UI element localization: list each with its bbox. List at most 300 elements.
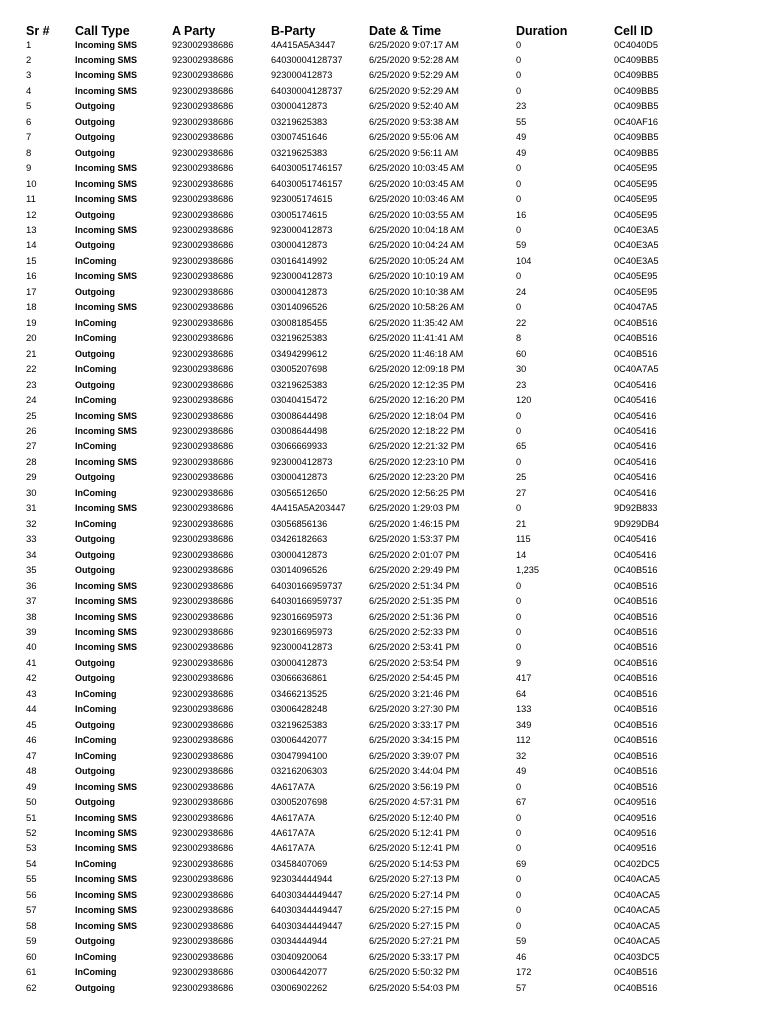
cell-id-cell: 0C405416 xyxy=(614,534,657,545)
b-party-cell: 03005174615 xyxy=(271,209,328,220)
table-row xyxy=(0,378,768,393)
date-time-cell: 6/25/2020 12:12:35 PM xyxy=(369,379,465,390)
a-party-cell: 923002938686 xyxy=(172,194,234,205)
table-row xyxy=(0,409,768,424)
duration-cell: 59 xyxy=(516,936,527,947)
call-type-cell: InComing xyxy=(75,255,117,266)
duration-cell: 49 xyxy=(516,147,527,158)
date-time-cell: 6/25/2020 2:01:07 PM xyxy=(369,549,460,560)
table-row xyxy=(0,811,768,826)
cell-id-cell: 0C40E3A5 xyxy=(614,225,659,236)
call-type-cell: Incoming SMS xyxy=(75,874,138,885)
b-party-cell: 03006902262 xyxy=(271,982,328,993)
sr-cell: 48 xyxy=(26,766,37,778)
duration-cell: 16 xyxy=(516,209,527,220)
b-party-cell: 923000412873 xyxy=(271,271,333,282)
sr-cell: 7 xyxy=(26,132,32,144)
call-type-cell: Incoming SMS xyxy=(75,905,138,916)
sr-cell: 23 xyxy=(26,379,37,391)
duration-cell: 0 xyxy=(516,812,522,823)
date-time-cell: 6/25/2020 1:46:15 PM xyxy=(369,518,460,529)
call-type-cell: Incoming SMS xyxy=(75,781,138,792)
a-party-cell: 923002938686 xyxy=(172,580,234,591)
b-party-cell: 923034444944 xyxy=(271,874,333,885)
table-row xyxy=(0,965,768,980)
b-party-cell: 03000412873 xyxy=(271,472,328,483)
cell-id-cell: 0C409BB5 xyxy=(614,70,659,81)
cell-id-cell: 0C405416 xyxy=(614,456,657,467)
date-time-cell: 6/25/2020 2:51:34 PM xyxy=(369,580,460,591)
sr-cell: 31 xyxy=(26,503,37,515)
sr-cell: 27 xyxy=(26,441,37,453)
b-party-cell: 03008644498 xyxy=(271,426,328,436)
call-type-cell: Outgoing xyxy=(75,472,115,483)
cell-id-cell: 0C40ACA5 xyxy=(614,905,660,916)
date-time-cell: 6/25/2020 10:03:55 AM xyxy=(369,209,465,220)
table-row xyxy=(0,38,768,53)
a-party-cell: 923002938686 xyxy=(172,317,234,328)
call-type-cell: InComing xyxy=(75,333,117,344)
a-party-cell: 923002938686 xyxy=(172,812,234,823)
duration-cell: 0 xyxy=(516,194,522,205)
call-type-cell: Incoming SMS xyxy=(75,426,138,436)
cell-id-cell: 0C409516 xyxy=(614,843,657,854)
date-time-cell: 6/25/2020 9:52:28 AM xyxy=(369,54,459,65)
cell-id-cell: 0C40B516 xyxy=(614,611,658,622)
sr-cell: 26 xyxy=(26,426,37,437)
a-party-cell: 923002938686 xyxy=(172,348,234,359)
call-type-cell: InComing xyxy=(75,364,117,375)
date-time-cell: 6/25/2020 10:10:38 AM xyxy=(369,286,465,297)
a-party-cell: 923002938686 xyxy=(172,379,234,390)
b-party-cell: 923005174615 xyxy=(271,194,333,205)
call-type-cell: Outgoing xyxy=(75,673,115,684)
a-party-cell: 923002938686 xyxy=(172,673,234,684)
date-time-cell: 6/25/2020 2:51:35 PM xyxy=(369,596,460,607)
cell-id-cell: 0C40B516 xyxy=(614,750,658,761)
a-party-cell: 923002938686 xyxy=(172,302,234,313)
a-party-cell: 923002938686 xyxy=(172,534,234,545)
duration-cell: 0 xyxy=(516,70,522,81)
a-party-cell: 923002938686 xyxy=(172,209,234,220)
call-type-cell: Outgoing xyxy=(75,719,115,730)
call-type-cell: Incoming SMS xyxy=(75,39,138,50)
cell-id-cell: 0C405E95 xyxy=(614,178,658,189)
table-row xyxy=(0,579,768,594)
date-time-cell: 6/25/2020 9:07:17 AM xyxy=(369,39,459,50)
table-row xyxy=(0,548,768,563)
b-party-cell: 4A415A5A3447 xyxy=(271,39,336,50)
sr-cell: 47 xyxy=(26,750,37,762)
sr-cell: 55 xyxy=(26,874,37,886)
sr-cell: 45 xyxy=(26,719,37,731)
table-row xyxy=(0,532,768,547)
table-row xyxy=(0,146,768,161)
b-party-cell: 03005207698 xyxy=(271,797,328,808)
cell-id-cell: 0C405E95 xyxy=(614,194,658,205)
b-party-cell: 923016695973 xyxy=(271,626,333,637)
table-row xyxy=(0,594,768,609)
sr-cell: 56 xyxy=(26,889,37,901)
table-row xyxy=(0,749,768,764)
table-row xyxy=(0,718,768,733)
sr-cell: 36 xyxy=(26,580,37,592)
a-party-cell: 923002938686 xyxy=(172,843,234,854)
call-type-cell: Outgoing xyxy=(75,147,115,158)
sr-cell: 4 xyxy=(26,85,32,97)
cell-id-cell: 0C402DC5 xyxy=(614,858,660,869)
sr-cell: 14 xyxy=(26,240,37,252)
a-party-cell: 923002938686 xyxy=(172,920,234,931)
b-party-cell: 64030051746157 xyxy=(271,163,343,174)
cell-id-cell: 0C405416 xyxy=(614,487,657,498)
b-party-cell: 03000412873 xyxy=(271,286,328,297)
sr-cell: 61 xyxy=(26,967,37,979)
table-row xyxy=(0,254,768,269)
b-party-cell: 03000412873 xyxy=(271,657,328,668)
duration-cell: 0 xyxy=(516,626,522,637)
call-type-cell: Incoming SMS xyxy=(75,54,138,65)
table-row xyxy=(0,238,768,253)
sr-cell: 1 xyxy=(26,39,32,51)
a-party-cell: 923002938686 xyxy=(172,936,234,947)
duration-cell: 0 xyxy=(516,920,522,931)
duration-cell: 64 xyxy=(516,688,527,699)
table-row xyxy=(0,393,768,408)
duration-cell: 0 xyxy=(516,905,522,916)
duration-cell: 133 xyxy=(516,704,532,715)
table-row xyxy=(0,656,768,671)
a-party-cell: 923002938686 xyxy=(172,549,234,560)
date-time-cell: 6/25/2020 3:56:19 PM xyxy=(369,781,460,792)
date-time-cell: 6/25/2020 5:12:40 PM xyxy=(369,812,460,823)
duration-cell: 0 xyxy=(516,54,522,65)
date-time-cell: 6/25/2020 12:23:20 PM xyxy=(369,472,465,483)
sr-cell: 24 xyxy=(26,395,37,407)
b-party-cell: 03219625383 xyxy=(271,116,328,127)
b-party-cell: 03466213525 xyxy=(271,688,328,699)
date-time-cell: 6/25/2020 5:12:41 PM xyxy=(369,827,460,838)
a-party-cell: 923002938686 xyxy=(172,101,234,112)
call-type-cell: InComing xyxy=(75,518,117,529)
a-party-cell: 923002938686 xyxy=(172,39,234,50)
sr-cell: 18 xyxy=(26,302,37,314)
sr-cell: 34 xyxy=(26,549,37,561)
sr-cell: 46 xyxy=(26,735,37,747)
a-party-cell: 923002938686 xyxy=(172,163,234,174)
a-party-cell: 923002938686 xyxy=(172,657,234,668)
a-party-cell: 923002938686 xyxy=(172,333,234,344)
b-party-cell: 923016695973 xyxy=(271,611,333,622)
duration-cell: 0 xyxy=(516,271,522,282)
b-party-cell: 4A617A7A xyxy=(271,827,315,838)
b-party-cell: 03007451646 xyxy=(271,132,328,143)
call-type-cell: Outgoing xyxy=(75,132,115,143)
date-time-cell: 6/25/2020 12:56:25 PM xyxy=(369,487,465,498)
cell-id-cell: 0C405416 xyxy=(614,379,657,390)
call-type-cell: InComing xyxy=(75,951,117,962)
duration-cell: 55 xyxy=(516,116,527,127)
cell-id-cell: 9D929DB4 xyxy=(614,518,659,529)
b-party-cell: 03006442077 xyxy=(271,735,328,746)
a-party-cell: 923002938686 xyxy=(172,410,234,421)
call-type-cell: InComing xyxy=(75,967,117,978)
sr-cell: 52 xyxy=(26,827,37,839)
duration-cell: 60 xyxy=(516,348,527,359)
a-party-cell: 923002938686 xyxy=(172,240,234,251)
table-row xyxy=(0,517,768,532)
a-party-cell: 923002938686 xyxy=(172,395,234,406)
date-time-cell: 6/25/2020 3:39:07 PM xyxy=(369,750,460,761)
sr-cell: 43 xyxy=(26,688,37,700)
cell-id-cell: 9D92B833 xyxy=(614,503,658,514)
sr-cell: 35 xyxy=(26,565,37,577)
call-type-cell: InComing xyxy=(75,858,117,869)
cell-id-cell: 0C40B516 xyxy=(614,317,658,328)
duration-cell: 59 xyxy=(516,240,527,251)
b-party-cell: 03040920064 xyxy=(271,951,328,962)
call-type-cell: Incoming SMS xyxy=(75,70,138,81)
sr-cell: 13 xyxy=(26,225,37,237)
table-row xyxy=(0,610,768,625)
date-time-cell: 6/25/2020 11:41:41 AM xyxy=(369,333,464,344)
duration-cell: 0 xyxy=(516,225,522,236)
cell-id-cell: 0C405416 xyxy=(614,472,657,483)
duration-cell: 104 xyxy=(516,255,532,266)
a-party-cell: 923002938686 xyxy=(172,456,234,467)
cell-id-cell: 0C40B516 xyxy=(614,982,658,993)
cell-id-cell: 0C40A7A5 xyxy=(614,364,659,375)
cell-id-cell: 0C40ACA5 xyxy=(614,920,660,931)
duration-cell: 0 xyxy=(516,642,522,653)
b-party-cell: 923000412873 xyxy=(271,225,333,236)
cell-id-cell: 0C405416 xyxy=(614,410,657,421)
table-row xyxy=(0,640,768,655)
b-party-cell: 03005207698 xyxy=(271,364,328,375)
cell-id-cell: 0C409BB5 xyxy=(614,101,659,112)
a-party-cell: 923002938686 xyxy=(172,286,234,297)
sr-cell: 32 xyxy=(26,518,37,530)
cell-id-cell: 0C40B516 xyxy=(614,735,658,746)
cell-id-cell: 0C40B516 xyxy=(614,781,658,792)
duration-cell: 67 xyxy=(516,797,527,808)
duration-cell: 30 xyxy=(516,364,527,375)
sr-cell: 22 xyxy=(26,364,37,376)
date-time-cell: 6/25/2020 5:14:53 PM xyxy=(369,858,460,869)
duration-cell: 0 xyxy=(516,39,522,50)
cell-id-cell: 0C405E95 xyxy=(614,209,658,220)
table-row xyxy=(0,68,768,83)
duration-cell: 0 xyxy=(516,302,522,313)
call-type-cell: Incoming SMS xyxy=(75,642,138,653)
a-party-cell: 923002938686 xyxy=(172,797,234,808)
call-type-cell: Outgoing xyxy=(75,286,115,297)
date-time-cell: 6/25/2020 2:29:49 PM xyxy=(369,565,460,576)
table-row xyxy=(0,177,768,192)
duration-cell: 0 xyxy=(516,85,522,96)
cell-id-cell: 0C40B516 xyxy=(614,348,658,359)
date-time-cell: 6/25/2020 10:03:45 AM xyxy=(369,163,465,174)
sr-cell: 30 xyxy=(26,487,37,499)
sr-cell: 10 xyxy=(26,178,37,190)
call-type-cell: Incoming SMS xyxy=(75,580,138,591)
duration-cell: 0 xyxy=(516,843,522,854)
date-time-cell: 6/25/2020 11:35:42 AM xyxy=(369,317,464,328)
duration-cell: 65 xyxy=(516,441,527,452)
table-row xyxy=(0,285,768,300)
b-party-cell: 64030344449447 xyxy=(271,905,343,916)
date-time-cell: 6/25/2020 10:10:19 AM xyxy=(369,271,465,282)
call-type-cell: Incoming SMS xyxy=(75,596,138,607)
duration-cell: 0 xyxy=(516,410,522,421)
duration-cell: 69 xyxy=(516,858,527,869)
a-party-cell: 923002938686 xyxy=(172,858,234,869)
date-time-cell: 6/25/2020 10:03:45 AM xyxy=(369,178,465,189)
table-row xyxy=(0,872,768,887)
cell-id-cell: 0C409516 xyxy=(614,797,657,808)
date-time-cell: 6/25/2020 9:52:40 AM xyxy=(369,101,459,112)
cell-id-cell: 0C40E3A5 xyxy=(614,240,659,251)
table-row xyxy=(0,269,768,284)
a-party-cell: 923002938686 xyxy=(172,874,234,885)
a-party-cell: 923002938686 xyxy=(172,271,234,282)
date-time-cell: 6/25/2020 5:12:41 PM xyxy=(369,843,460,854)
a-party-cell: 923002938686 xyxy=(172,147,234,158)
call-type-cell: InComing xyxy=(75,735,117,746)
table-row xyxy=(0,300,768,315)
header-duration: Duration xyxy=(516,24,568,38)
duration-cell: 0 xyxy=(516,178,522,189)
b-party-cell: 923000412873 xyxy=(271,456,333,467)
sr-cell: 21 xyxy=(26,348,37,360)
duration-cell: 115 xyxy=(516,534,531,545)
sr-cell: 44 xyxy=(26,704,37,716)
b-party-cell: 03056856136 xyxy=(271,518,328,529)
b-party-cell: 03426182663 xyxy=(271,534,328,545)
sr-cell: 6 xyxy=(26,116,32,128)
a-party-cell: 923002938686 xyxy=(172,54,234,65)
date-time-cell: 6/25/2020 2:52:33 PM xyxy=(369,626,460,637)
duration-cell: 23 xyxy=(516,379,527,390)
table-row xyxy=(0,331,768,346)
cell-id-cell: 0C403DC5 xyxy=(614,951,660,962)
call-type-cell: Incoming SMS xyxy=(75,827,138,838)
duration-cell: 112 xyxy=(516,735,531,746)
call-type-cell: Incoming SMS xyxy=(75,85,138,96)
date-time-cell: 6/25/2020 9:56:11 AM xyxy=(369,147,459,158)
sr-cell: 62 xyxy=(26,982,37,994)
table-row xyxy=(0,563,768,578)
a-party-cell: 923002938686 xyxy=(172,626,234,637)
b-party-cell: 03008185455 xyxy=(271,317,328,328)
date-time-cell: 6/25/2020 3:44:04 PM xyxy=(369,766,460,777)
call-type-cell: Outgoing xyxy=(75,240,115,251)
duration-cell: 0 xyxy=(516,503,522,514)
duration-cell: 14 xyxy=(516,549,527,560)
sr-cell: 33 xyxy=(26,534,37,546)
date-time-cell: 6/25/2020 3:27:30 PM xyxy=(369,704,460,715)
b-party-cell: 923000412873 xyxy=(271,70,333,81)
b-party-cell: 03056512650 xyxy=(271,487,328,498)
sr-cell: 42 xyxy=(26,673,37,685)
duration-cell: 0 xyxy=(516,426,522,436)
table-row xyxy=(0,424,768,439)
date-time-cell: 6/25/2020 12:21:32 PM xyxy=(369,441,465,452)
sr-cell: 9 xyxy=(26,163,32,175)
duration-cell: 349 xyxy=(516,719,532,730)
date-time-cell: 6/25/2020 9:53:38 AM xyxy=(369,116,459,127)
duration-cell: 57 xyxy=(516,982,527,993)
table-row xyxy=(0,625,768,640)
duration-cell: 25 xyxy=(516,472,527,483)
table-row xyxy=(0,192,768,207)
b-party-cell: 03008644498 xyxy=(271,410,328,421)
date-time-cell: 6/25/2020 4:57:31 PM xyxy=(369,797,460,808)
date-time-cell: 6/25/2020 3:33:17 PM xyxy=(369,719,460,730)
call-type-cell: Incoming SMS xyxy=(75,456,138,467)
a-party-cell: 923002938686 xyxy=(172,178,234,189)
date-time-cell: 6/25/2020 5:27:13 PM xyxy=(369,874,460,885)
b-party-cell: 03000412873 xyxy=(271,549,328,560)
b-party-cell: 64030004128737 xyxy=(271,85,343,96)
table-row xyxy=(0,841,768,856)
table-row xyxy=(0,826,768,841)
cell-id-cell: 0C4047A5 xyxy=(614,302,658,313)
date-time-cell: 6/25/2020 12:23:10 PM xyxy=(369,456,465,467)
call-type-cell: Incoming SMS xyxy=(75,611,138,622)
a-party-cell: 923002938686 xyxy=(172,565,234,576)
duration-cell: 0 xyxy=(516,596,522,607)
date-time-cell: 6/25/2020 12:09:18 PM xyxy=(369,364,465,375)
date-time-cell: 6/25/2020 3:34:15 PM xyxy=(369,735,460,746)
sr-cell: 11 xyxy=(26,194,36,206)
b-party-cell: 03219625383 xyxy=(271,379,328,390)
b-party-cell: 03047994100 xyxy=(271,750,328,761)
call-type-cell: Outgoing xyxy=(75,766,115,777)
sr-cell: 8 xyxy=(26,147,32,159)
b-party-cell: 03066636861 xyxy=(271,673,328,684)
b-party-cell: 03014096526 xyxy=(271,302,328,313)
date-time-cell: 6/25/2020 10:03:46 AM xyxy=(369,194,465,205)
sr-cell: 15 xyxy=(26,255,37,267)
b-party-cell: 03040415472 xyxy=(271,395,328,406)
duration-cell: 0 xyxy=(516,889,522,900)
b-party-cell: 4A617A7A xyxy=(271,781,315,792)
cell-id-cell: 0C40B516 xyxy=(614,719,658,730)
date-time-cell: 6/25/2020 12:18:04 PM xyxy=(369,410,465,421)
b-party-cell: 03014096526 xyxy=(271,565,328,576)
a-party-cell: 923002938686 xyxy=(172,719,234,730)
sr-cell: 2 xyxy=(26,54,32,66)
call-type-cell: Incoming SMS xyxy=(75,626,138,637)
a-party-cell: 923002938686 xyxy=(172,735,234,746)
duration-cell: 22 xyxy=(516,317,527,328)
duration-cell: 46 xyxy=(516,951,527,962)
table-row xyxy=(0,733,768,748)
call-type-cell: Incoming SMS xyxy=(75,812,138,823)
sr-cell: 28 xyxy=(26,456,37,468)
b-party-cell: 64030166959737 xyxy=(271,580,343,591)
a-party-cell: 923002938686 xyxy=(172,750,234,761)
sr-cell: 16 xyxy=(26,271,37,283)
table-row xyxy=(0,455,768,470)
call-type-cell: Incoming SMS xyxy=(75,843,138,854)
table-row xyxy=(0,347,768,362)
a-party-cell: 923002938686 xyxy=(172,967,234,978)
duration-cell: 1,235 xyxy=(516,565,539,576)
a-party-cell: 923002938686 xyxy=(172,255,234,266)
header-sr: Sr # xyxy=(26,24,50,38)
